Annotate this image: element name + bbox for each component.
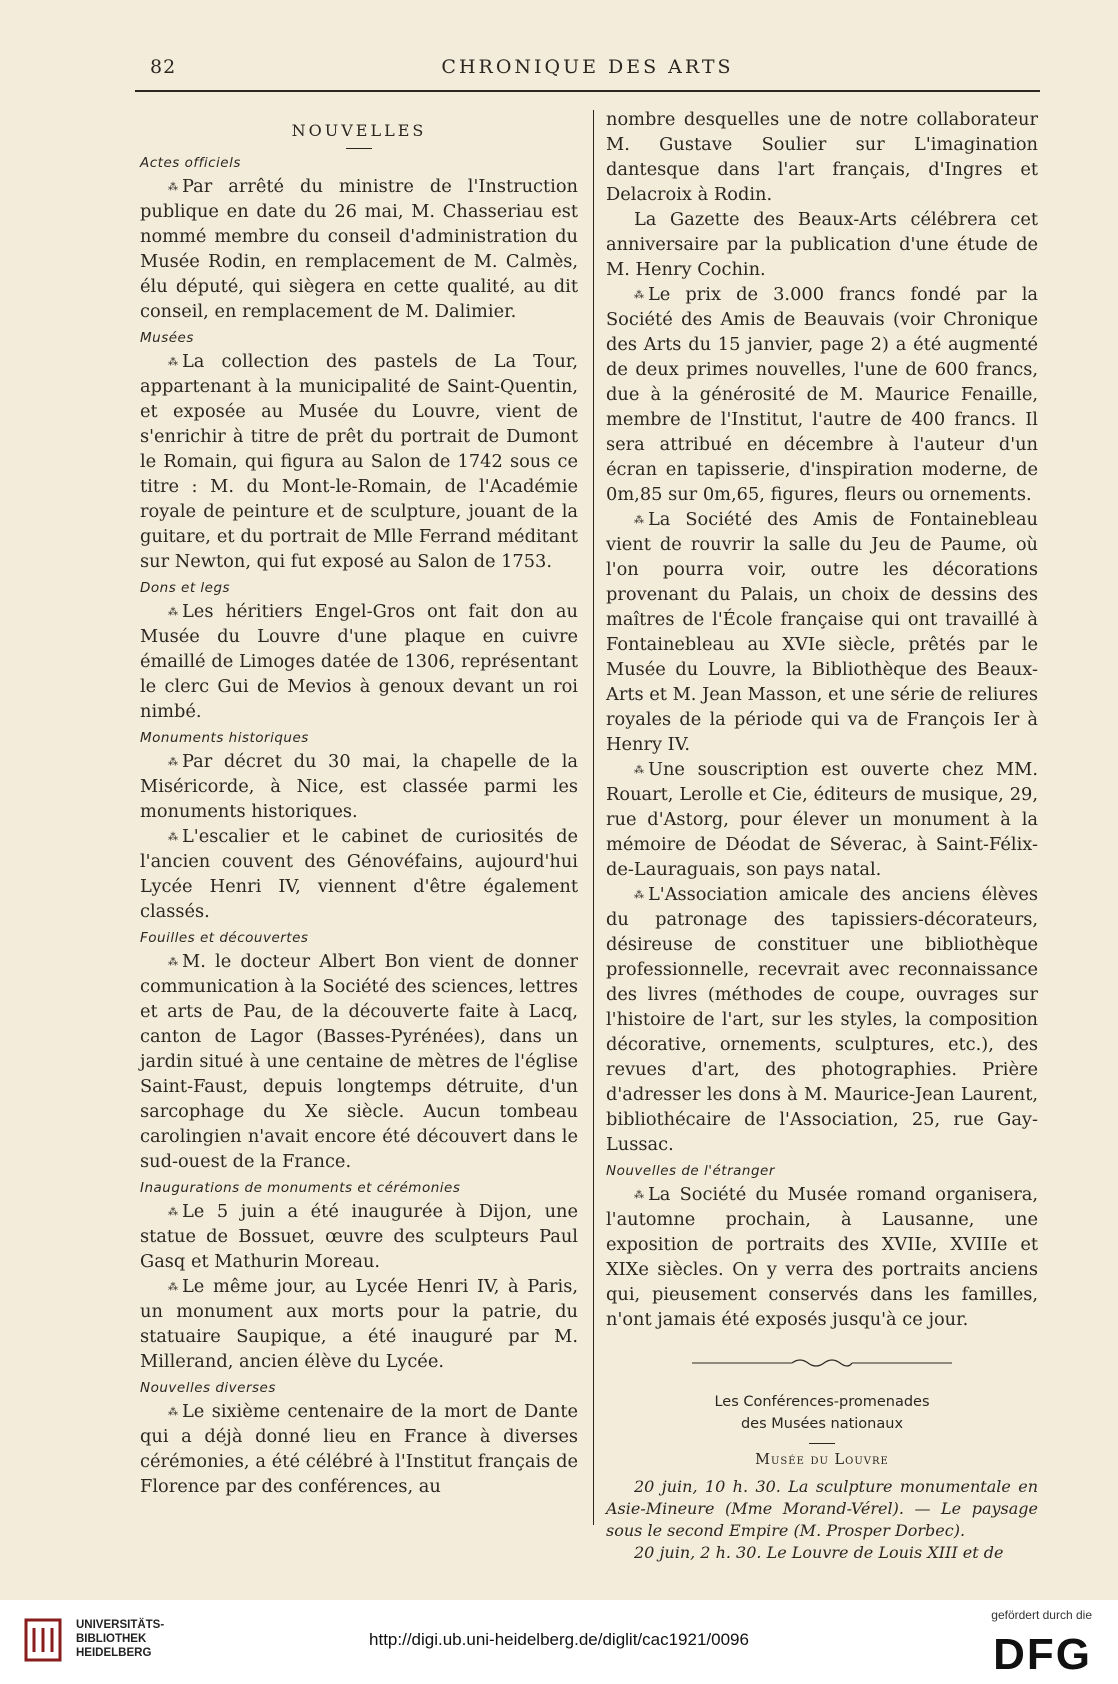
news-item: ⁂ Une souscription est ouverte chez MM. Rouart, Lerolle et Cie, éditeurs de musique, 29, rue d'Astorg, pour élever un monument à la mémoire de Déodat de Séverac, à Saint-Félix-de-Lauraguais, son pays natal. (606, 759, 1038, 880)
asterism-icon: ⁂ (168, 1207, 178, 1218)
news-item: ⁂ M. le docteur Albert Bon vient de donner communication à la Société des sciences, lettres et arts de Pau, de la découverte faite à Lacq, canton de Lagor (Basses-Pyrénées), dans un jardin situé à une centaine de mètres de l'église Saint-Faust, depuis longtemps détruite, d'un sarcophage du Xe siècle. Aucun tombeau carolingien n'avait encore été découvert dans le sud-ouest de la France. (140, 951, 578, 1172)
news-item: ⁂ Par arrêté du ministre de l'Instruction publique en date du 26 mai, M. Chasseriau est nommé membre du conseil d'administration du Musée Rodin, en remplacement de M. Calmès, élu député, qui siègera en cette qualité, au dit conseil, en remplacement de M. Dalimier. (140, 176, 578, 322)
news-item: ⁂ La collection des pastels de La Tour, appartenant à la municipalité de Saint-Quentin, et exposée au Musée du Louvre, vient de s'enrichir à titre de prêt du portrait de Dumont le Romain, qui figura au Salon de 1742 sous ce titre : M. du Mont-le-Romain, de l'Académie royale de peinture et de sculpture, jouant de la guitare, et du portrait de Mlle Ferrand méditant sur Newton, qui fut exposé au Salon de 1753. (140, 351, 578, 572)
rubric-fouilles: Fouilles et découvertes (140, 930, 309, 946)
continued-text: nombre desquelles une de notre collaborateur M. Gustave Soulier sur L'imagination dantesque dans l'art français, d'Ingres et Delacroix à Rodin. (606, 109, 1038, 205)
conference-entry: 20 juin, 10 h. 30. La sculpture monumentale en Asie-Mineure (Mme Morand-Vérel). — Le paysage sous le second Empire (M. Prosper Dorbec). (606, 1477, 1038, 1540)
asterism-icon: ⁂ (634, 1190, 644, 1201)
rubric-nouvelles-diverses: Nouvelles diverses (140, 1380, 276, 1396)
news-item: ⁂ La Société des Amis de Fontainebleau vient de rouvrir la salle du Jeu de Paume, où l'on pourra voir, outre les décorations provenant du Palais, un choix de dessins des maîtres de l'École française qui ont travaillé à Fontainebleau au XVIe siècle, prêtés par le Musée du Louvre, la Bibliothèque des Beaux-Arts et M. Jean Masson, et une série de reliures royales de la période qui va de François Ier à Henry IV. (606, 509, 1038, 755)
news-item: ⁂ L'Association amicale des anciens élèves du patronage des tapissiers-décorateurs, désireuse de constituer une bibliothèque professionnelle, recevrait avec reconnaissance des livres (méthodes de coupe, ouvrages sur l'histoire de l'art, sur les styles, la composition décorative, ornements, sculptures, etc.), des revues d'art, des photographies. Prière d'adresser les dons à M. Maurice-Jean Laurent, bibliothécaire de l'Association, 25, rue Gay-Lussac. (606, 884, 1038, 1155)
rubric-actes-officiels: Actes officiels (140, 155, 241, 171)
dfg-logo: DFG (993, 1630, 1092, 1679)
funder-note: gefördert durch die (991, 1608, 1092, 1622)
left-column (140, 107, 578, 1499)
asterism-icon: ⁂ (168, 1407, 178, 1418)
digitization-footer (0, 1600, 1118, 1684)
source-url[interactable]: http://digi.ub.uni-heidelberg.de/diglit/cac1921/0096 (369, 1630, 749, 1649)
news-item: ⁂ Le 5 juin a été inaugurée à Dijon, une statue de Bossuet, œuvre des sculpteurs Paul Gasq et Mathurin Moreau. (140, 1201, 578, 1272)
asterism-icon: ⁂ (168, 757, 178, 768)
asterism-icon: ⁂ (634, 515, 644, 526)
conferences-title: Les Conférences-promenades (714, 1394, 930, 1410)
column-divider (593, 110, 594, 1525)
rubric-monuments-historiques: Monuments historiques (140, 730, 309, 746)
news-item: ⁂ Le sixième centenaire de la mort de Dante qui a déjà donné lieu en France à diverses cérémonies, a été célébré à l'Institut français de Florence par des conférences, au (140, 1401, 578, 1497)
title-rule (346, 148, 372, 149)
museum-heading: Musée du Louvre (755, 1452, 889, 1468)
rubric-inaugurations: Inaugurations de monuments et cérémonies (140, 1180, 461, 1196)
news-item: ⁂ L'escalier et le cabinet de curiosités de l'ancien couvent des Génovéfains, aujourd'hui Lycée Henri IV, viennent d'être également classés. (140, 826, 578, 922)
conference-entry: 20 juin, 2 h. 30. Le Louvre de Louis XIII et de (634, 1543, 1004, 1562)
section-title: NOUVELLES (291, 121, 427, 140)
asterism-icon: ⁂ (168, 182, 178, 193)
library-name: UNIVERSITÄTS- BIBLIOTHEK HEIDELBERG (76, 1619, 165, 1659)
right-column (606, 107, 1038, 1564)
flourish-icon (692, 1357, 952, 1369)
asterism-icon: ⁂ (168, 1282, 178, 1293)
header-rule (135, 90, 1040, 92)
rubric-musees: Musées (140, 330, 194, 346)
rubric-dons-et-legs: Dons et legs (140, 580, 231, 596)
journal-title: CHRONIQUE DES ARTS (441, 56, 734, 78)
asterism-icon: ⁂ (168, 357, 178, 368)
news-item: La Gazette des Beaux-Arts célébrera cet anniversaire par la publication d'une étude de M. Henry Cochin. (606, 209, 1038, 280)
asterism-icon: ⁂ (168, 607, 178, 618)
conferences-subtitle: des Musées nationaux (740, 1416, 904, 1432)
asterism-icon: ⁂ (634, 765, 644, 776)
news-item: ⁂ Le même jour, au Lycée Henri IV, à Paris, un monument aux morts pour la patrie, du statuaire Saupique, a été inauguré par M. Millerand, ancien élève du Lycée. (140, 1276, 578, 1372)
news-item: ⁂ Les héritiers Engel-Gros ont fait don au Musée du Louvre d'une plaque en cuivre émaillé de Limoges datée de 1306, représentant le clerc Gui de Mevios à genoux devant un roi nimbé. (140, 601, 578, 722)
asterism-icon: ⁂ (634, 890, 644, 901)
news-item: ⁂ Par décret du 30 mai, la chapelle de la Miséricorde, à Nice, est classée parmi les monuments historiques. (140, 751, 578, 822)
asterism-icon: ⁂ (168, 832, 178, 843)
asterism-icon: ⁂ (634, 290, 644, 301)
asterism-icon: ⁂ (168, 957, 178, 968)
news-item: ⁂ Le prix de 3.000 francs fondé par la Société des Amis de Beauvais (voir Chronique des Arts du 15 janvier, page 2) a été augmenté de deux primes nouvelles, l'une de 600 francs, due à la générosité de M. Maurice Fenaille, membre de l'Institut, l'autre de 400 francs. Il sera attribué en décembre à l'auteur d'un écran en tapisserie, d'inspiration moderne, de 0m,85 sur 0m,65, figures, fleurs ou ornements. (606, 284, 1038, 505)
running-head (135, 56, 1040, 86)
news-item: ⁂ La Société du Musée romand organisera, l'automne prochain, à Lausanne, une exposition de portraits des XVIIe, XVIIIe et XIXe siècles. On y verra des portraits anciens qui, pieusement conservés dans les familles, n'ont jamais été exposés jusqu'à ce jour. (606, 1184, 1038, 1330)
rubric-etranger: Nouvelles de l'étranger (606, 1163, 775, 1179)
page-number: 82 (150, 56, 177, 78)
title-rule (809, 1443, 835, 1444)
ornament-divider (606, 1354, 1038, 1373)
